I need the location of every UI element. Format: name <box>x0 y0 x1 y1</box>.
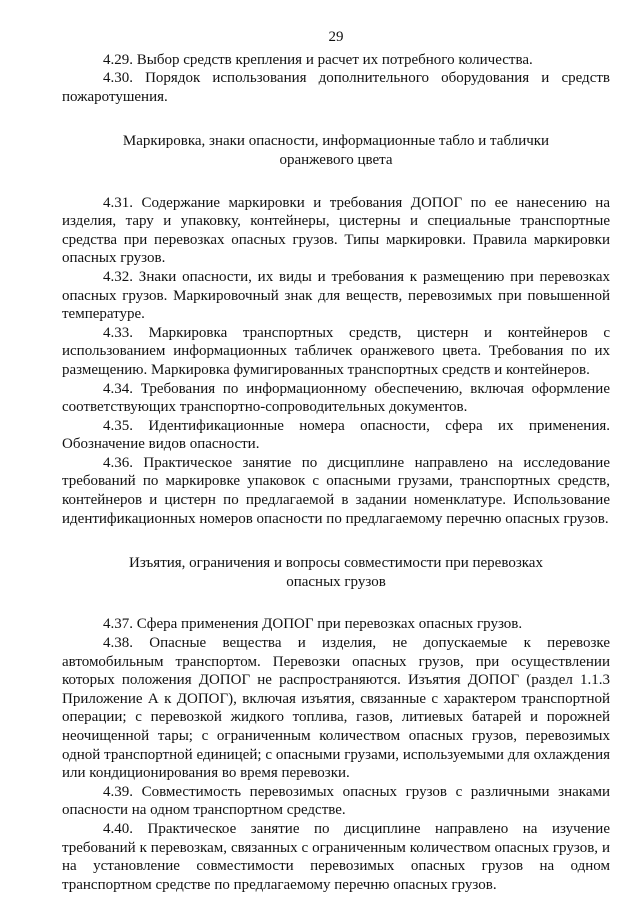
paragraph-4-30: 4.30. Порядок использования дополнительного оборудования и средств пожаротушения. <box>62 70 610 105</box>
page-number: 29 <box>328 29 344 45</box>
section-heading-exemptions <box>62 554 610 591</box>
section-heading-marking-line2: оранжевого цвета <box>279 151 393 168</box>
paragraph-4-39: 4.39. Совместимость перевозимых опасных грузов с различными знаками опасности на одном транспортном средстве. <box>62 783 610 819</box>
section-heading-exemptions-line1: Изъятия, ограничения и вопросы совместимости при перевозках <box>129 555 543 572</box>
paragraph-4-34: 4.34. Требования по информационному обеспечению, включая оформление соответствующих транспортно-сопроводительных документов. <box>62 380 610 416</box>
section-heading-exemptions-line2: опасных грузов <box>286 573 386 590</box>
paragraph-4-37: 4.37. Сфера применения ДОПОГ при перевозках опасных грузов. <box>103 616 523 633</box>
paragraph-4-40: 4.40. Практическое занятие по дисциплине направлено на изучение требований к перевозкам, связанных с ограниченным количеством опасных грузов, и на установление совместимости перевозимых опасных грузов на одном транспортном средстве по предлагаемому перечню опасных грузов. <box>62 820 610 893</box>
section-heading-marking-line1: Маркировка, знаки опасности, информационные табло и таблички <box>122 133 550 150</box>
paragraph-4-36: 4.36. Практическое занятие по дисциплине направлено на исследование требований по маркировке упаковок с опасными грузами, транспортных средств, контейнеров и цистерн по предлагаемой в задании номенклатуре. Использование идентификационных номеров опасности по предлагаемому перечню опасных грузов. <box>62 454 610 527</box>
paragraph-4-33: 4.33. Маркировка транспортных средств, цистерн и контейнеров с использованием информационных табличек оранжевого цвета. Требования по их размещению. Маркировка фумигированных транспортных средств и контейнеров. <box>62 324 610 378</box>
paragraph-4-32: 4.32. Знаки опасности, их виды и требования к размещению при перевозках опасных грузов. Маркировочный знак для веществ, перевозимых при повышенной температуре. <box>62 268 610 323</box>
paragraph-4-29: 4.29. Выбор средств крепления и расчет их потребного количества. <box>103 51 533 68</box>
paragraph-4-35: 4.35. Идентификационные номера опасности, сфера их применения. Обозначение видов опасности. <box>62 417 610 453</box>
paragraph-4-31: 4.31. Содержание маркировки и требования ДОПОГ по ее нанесению на изделия, тару и упаковку, контейнеры, цистерны и специальные транспортные средства при перевозках опасных грузов. Типы маркировки. Правила маркировки опасных грузов. <box>62 194 610 267</box>
paragraph-4-38: 4.38. Опасные вещества и изделия, не допускаемые к перевозке автомобильным транспортом. Перевозки опасных грузов, при осуществлении которых положения ДОПОГ не распространяются. Изъятия ДОПОГ (раздел 1.1.3 Приложение А к ДОПОГ), включая изъятия, связанные с характером транспортной операции; с перевозкой жидкого топлива, газов, литиевых батарей и порожней неочищенной тары; с ограниченным количеством опасных грузов, перевозимых одной транспортной единицей; с опасными грузами, используемыми для охлаждения или кондиционирования во время перевозки. <box>62 635 610 782</box>
section-heading-marking <box>62 132 610 169</box>
